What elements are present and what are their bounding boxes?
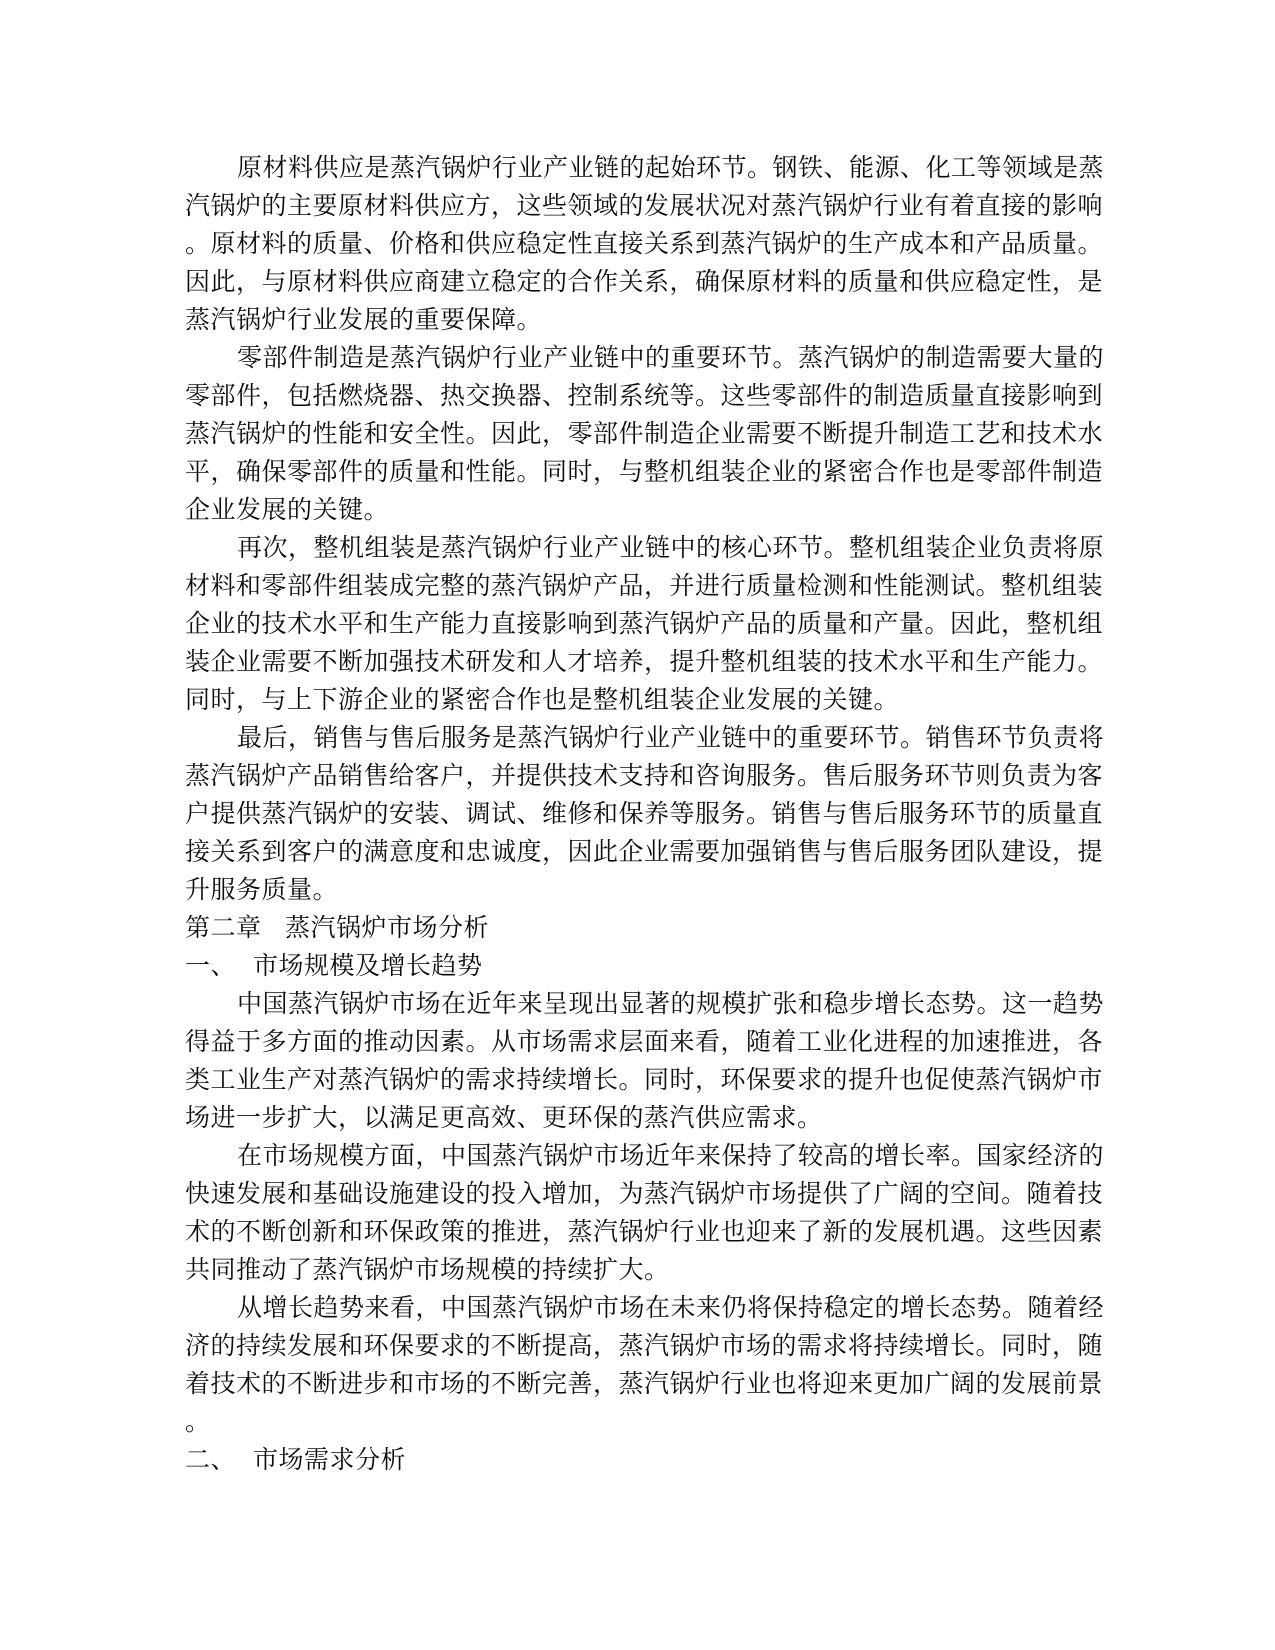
text-line: 着技术的不断进步和市场的不断完善，蒸汽锅炉行业也将迎来更加广阔的发展前景 bbox=[185, 1371, 1104, 1398]
heading-label: 一、 bbox=[185, 953, 237, 980]
text-block bbox=[185, 150, 1105, 1480]
heading-title: 市场规模及增长趋势 bbox=[253, 953, 483, 980]
text-line: 场进一步扩大，以满足更高效、更环保的蒸汽供应需求。 bbox=[185, 1105, 823, 1132]
text-line: 得益于多方面的推动因素。从市场需求层面来看，随着工业化进程的加速推进，各 bbox=[185, 1029, 1104, 1056]
text-line: 平，确保零部件的质量和性能。同时，与整机组装企业的紧密合作也是零部件制造 bbox=[185, 459, 1104, 486]
text-line: 因此，与原材料供应商建立稳定的合作关系，确保原材料的质量和供应稳定性，是 bbox=[185, 269, 1104, 296]
heading-title: 蒸汽锅炉市场分析 bbox=[285, 915, 490, 942]
text-line: 。 bbox=[185, 1409, 211, 1436]
text-line: 。原材料的质量、价格和供应稳定性直接关系到蒸汽锅炉的生产成本和产品质量。 bbox=[185, 231, 1104, 258]
text-line: 最后，销售与售后服务是蒸汽锅炉行业产业链中的重要环节。销售环节负责将 bbox=[237, 725, 1105, 752]
text-line: 再次，整机组装是蒸汽锅炉行业产业链中的核心环节。整机组装企业负责将原 bbox=[237, 535, 1105, 562]
paragraph bbox=[185, 1138, 1105, 1290]
text-line: 企业的技术水平和生产能力直接影响到蒸汽锅炉产品的质量和产量。因此，整机组 bbox=[185, 611, 1104, 638]
text-line: 升服务质量。 bbox=[185, 877, 339, 904]
chapter-heading bbox=[185, 910, 1092, 948]
paragraph bbox=[185, 530, 1105, 720]
text-line: 类工业生产对蒸汽锅炉的需求持续增长。同时，环保要求的提升也促使蒸汽锅炉市 bbox=[185, 1067, 1104, 1094]
text-line: 共同推动了蒸汽锅炉市场规模的持续扩大。 bbox=[185, 1257, 670, 1284]
section-heading bbox=[185, 1442, 1092, 1480]
text-line: 接关系到客户的满意度和忠诚度，因此企业需要加强销售与售后服务团队建设，提 bbox=[185, 839, 1104, 866]
text-line: 在市场规模方面，中国蒸汽锅炉市场近年来保持了较高的增长率。国家经济的 bbox=[237, 1143, 1105, 1170]
heading-label: 第二章 bbox=[185, 915, 262, 942]
paragraph bbox=[185, 1290, 1105, 1442]
heading-title: 市场需求分析 bbox=[253, 1447, 407, 1474]
paragraph bbox=[185, 720, 1105, 910]
text-line: 快速发展和基础设施建设的投入增加，为蒸汽锅炉市场提供了广阔的空间。随着技 bbox=[185, 1181, 1104, 1208]
paragraph bbox=[185, 340, 1105, 530]
text-line: 蒸汽锅炉的性能和安全性。因此，零部件制造企业需要不断提升制造工艺和技术水 bbox=[185, 421, 1104, 448]
text-line: 材料和零部件组装成完整的蒸汽锅炉产品，并进行质量检测和性能测试。整机组装 bbox=[185, 573, 1104, 600]
text-line: 济的持续发展和环保要求的不断提高，蒸汽锅炉市场的需求将持续增长。同时，随 bbox=[185, 1333, 1104, 1360]
text-line: 户提供蒸汽锅炉的安装、调试、维修和保养等服务。销售与售后服务环节的质量直 bbox=[185, 801, 1104, 828]
text-line: 蒸汽锅炉行业发展的重要保障。 bbox=[185, 307, 543, 334]
text-line: 中国蒸汽锅炉市场在近年来呈现出显著的规模扩张和稳步增长态势。这一趋势 bbox=[237, 991, 1105, 1018]
text-line: 同时，与上下游企业的紧密合作也是整机组装企业发展的关键。 bbox=[185, 687, 900, 714]
text-line: 企业发展的关键。 bbox=[185, 497, 390, 524]
text-line: 原材料供应是蒸汽锅炉行业产业链的起始环节。钢铁、能源、化工等领域是蒸 bbox=[237, 155, 1105, 182]
paragraph bbox=[185, 986, 1105, 1138]
text-line: 从增长趋势来看，中国蒸汽锅炉市场在未来仍将保持稳定的增长态势。随着经 bbox=[237, 1295, 1105, 1322]
text-line: 术的不断创新和环保政策的推进，蒸汽锅炉行业也迎来了新的发展机遇。这些因素 bbox=[185, 1219, 1104, 1246]
heading-label: 二、 bbox=[185, 1447, 237, 1474]
paragraph bbox=[185, 150, 1105, 340]
text-line: 装企业需要不断加强技术研发和人才培养，提升整机组装的技术水平和生产能力。 bbox=[185, 649, 1104, 676]
section-heading bbox=[185, 948, 1092, 986]
text-line: 零部件制造是蒸汽锅炉行业产业链中的重要环节。蒸汽锅炉的制造需要大量的 bbox=[237, 345, 1105, 372]
text-line: 汽锅炉的主要原材料供应方，这些领域的发展状况对蒸汽锅炉行业有着直接的影响 bbox=[185, 193, 1104, 220]
text-line: 蒸汽锅炉产品销售给客户，并提供技术支持和咨询服务。售后服务环节则负责为客 bbox=[185, 763, 1104, 790]
text-line: 零部件，包括燃烧器、热交换器、控制系统等。这些零部件的制造质量直接影响到 bbox=[185, 383, 1104, 410]
